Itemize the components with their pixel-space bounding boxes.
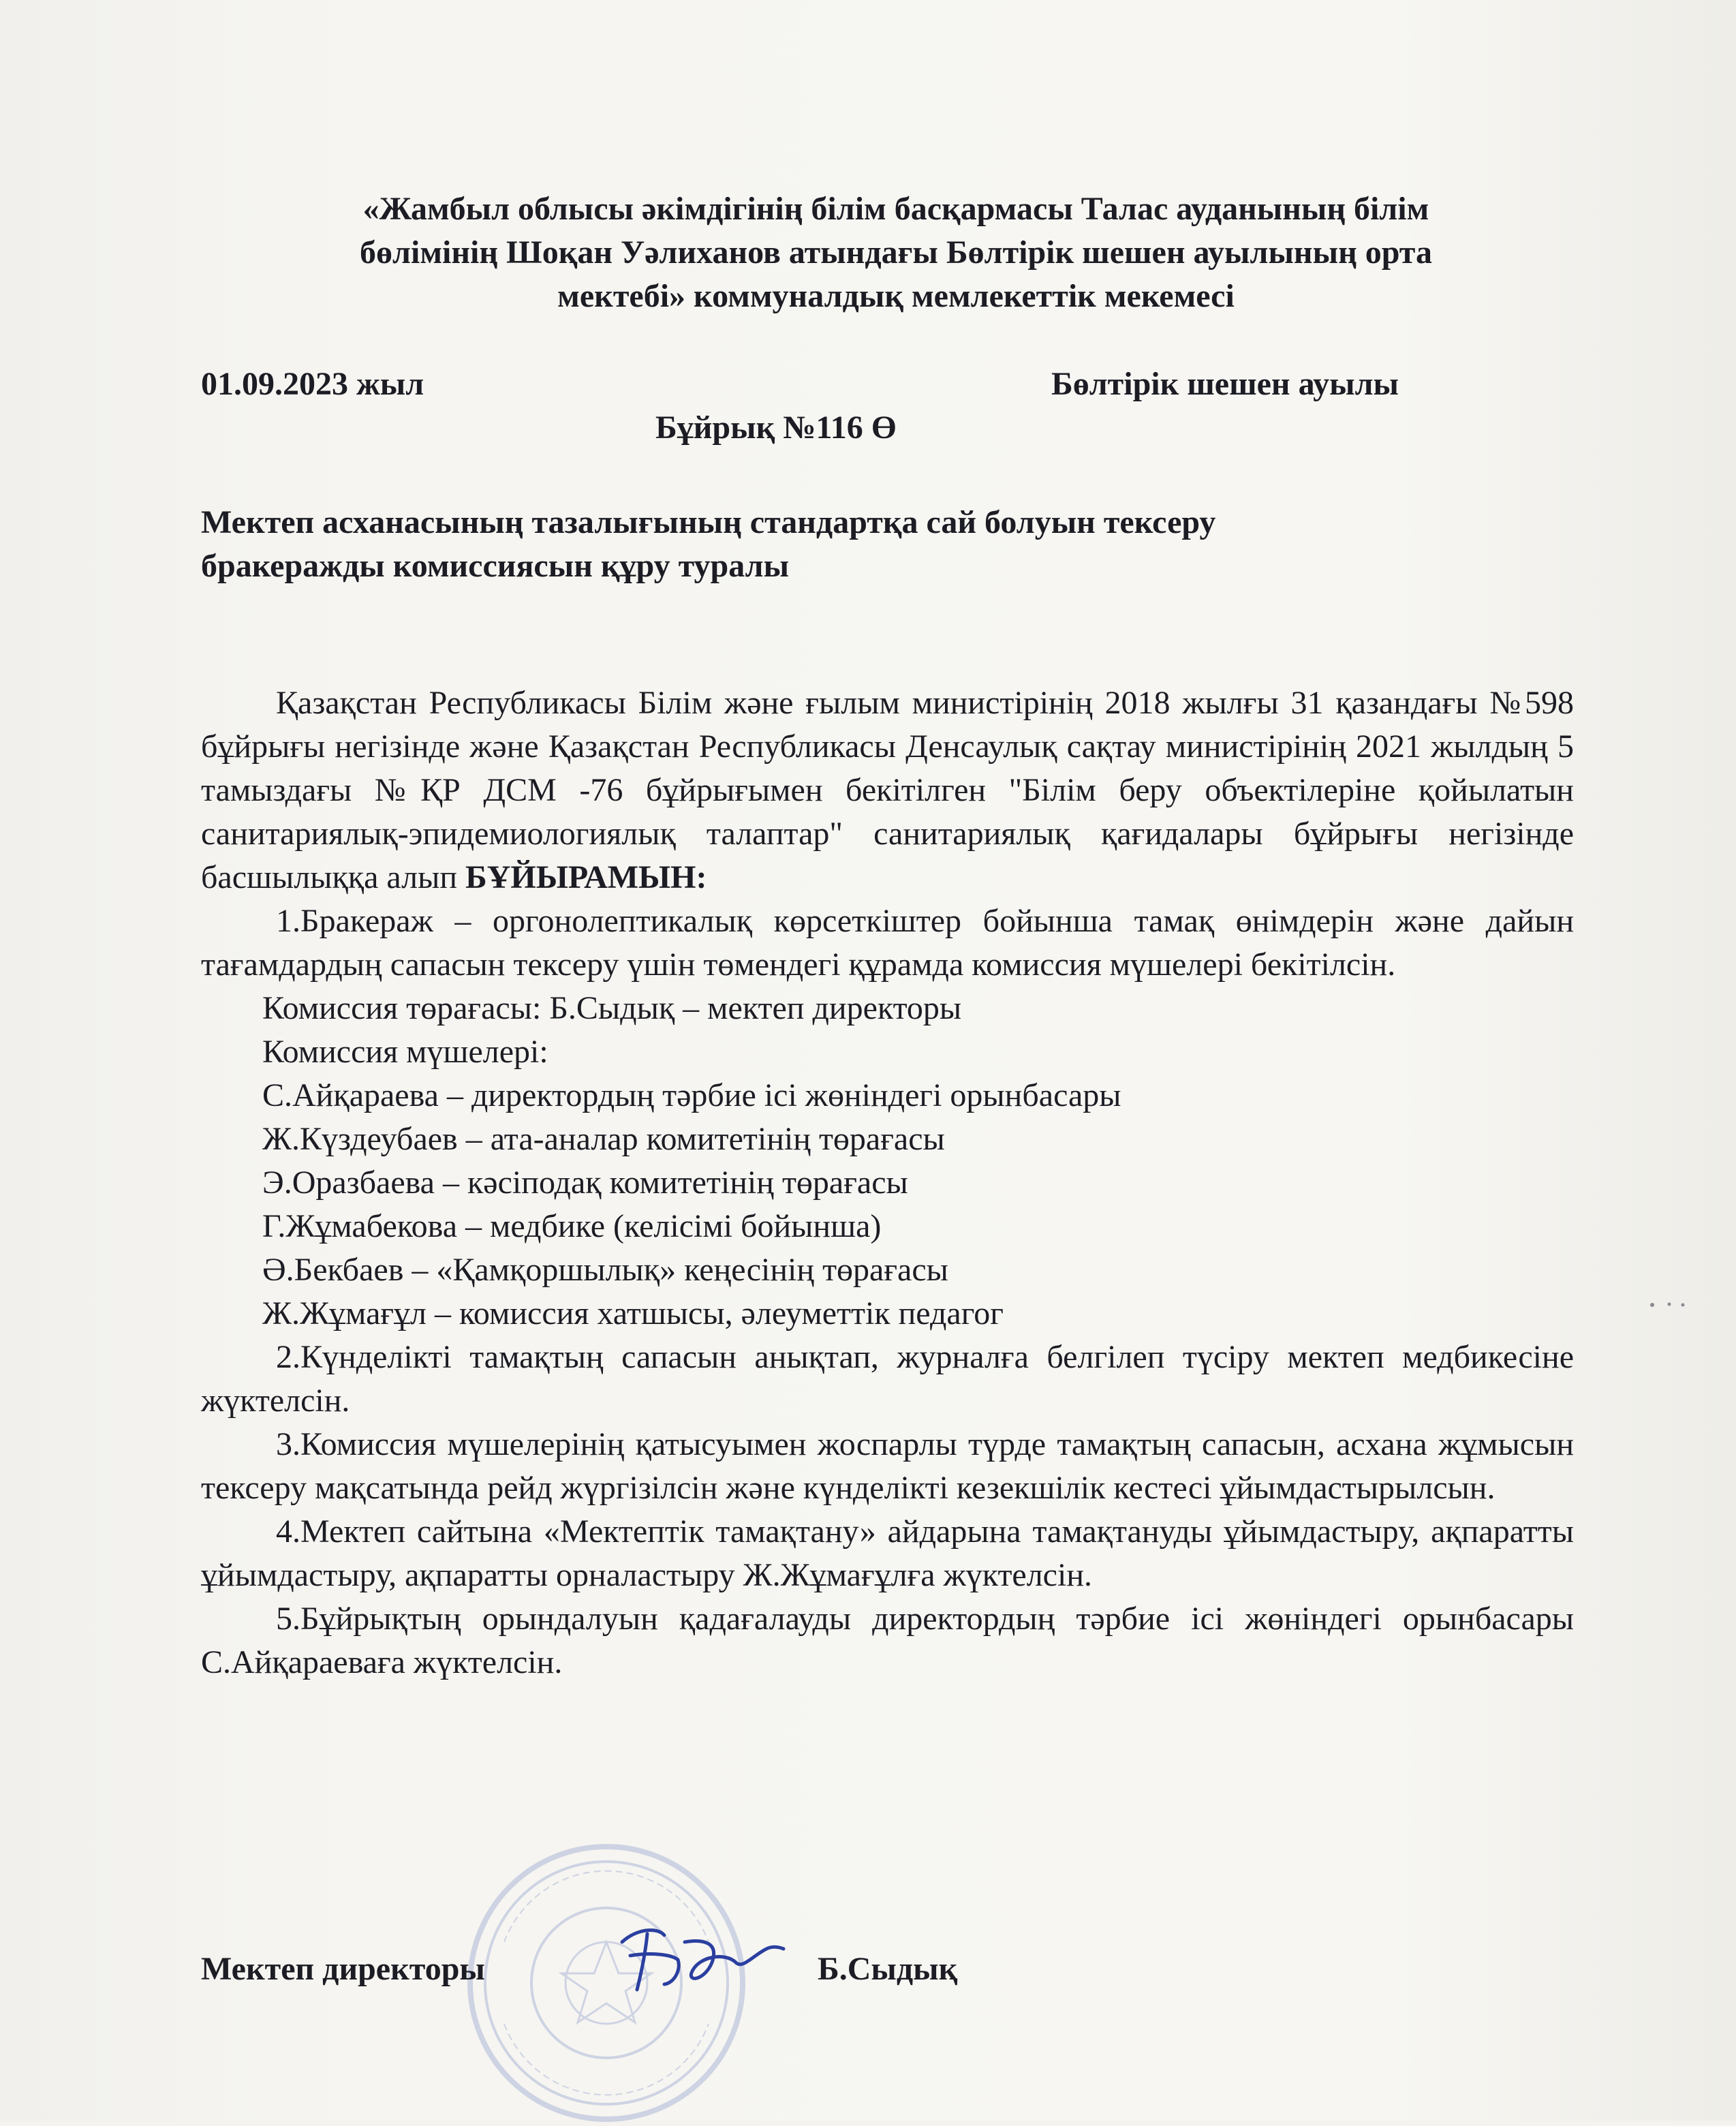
header-line-2: бөлімінің Шоқан Уәлиханов атындағы Бөлтірік шешен ауылының орта xyxy=(360,234,1432,271)
order-number: Бұйрық №116 Ө xyxy=(655,410,897,446)
member-line: Ж.Жұмағұл – комиссия хатшысы, әлеуметтік педагог xyxy=(262,1295,1004,1331)
item-1: 1.Бракераж – оргонолептикалық көрсеткіштер бойынша тамақ өнімдерін және дайын тағамдардың сапасын тексеру үшін төмендегі құрамда комиссия мүшелері бекітілсін. xyxy=(201,903,1574,983)
preamble-text: Қазақстан Республикасы Білім және ғылым министірінің 2018 жылғы 31 қазандағы №598 бұйрығы негізінде және Қазақстан Республикасы Денсаулық сақтау министірінің 2021 жылдың 5 тамыздағы №ҚР ДСМ -76 бұйрығымен бекітілген "Білім беру объектілеріне қойылатын санитариялық-эпидемиологиялық талаптар" санитариялық қағидалары бұйрығы негізінде басшылыққа алып xyxy=(201,685,1574,895)
member-line: Ж.Күздеубаев – ата-аналар комитетінің төрағасы xyxy=(262,1121,945,1157)
title-line-1: Мектеп асханасының тазалығының стандартқа сай болуын тексеру xyxy=(201,504,1216,540)
item-2: 2.Күнделікті тамақтың сапасын анықтап, журналға белгілеп түсіру мектеп медбикесіне жүктелсін. xyxy=(201,1339,1574,1419)
chairman-line: Комиссия төрағасы: Б.Сыдық – мектеп директоры xyxy=(262,990,962,1026)
organization-header xyxy=(198,187,1594,318)
member-line: С.Айқараева – директордың тәрбие ісі жөніндегі орынбасары xyxy=(262,1077,1121,1113)
header-line-3: мектебі» коммуналдық мемлекеттік мекемесі xyxy=(557,278,1235,314)
order-date: 01.09.2023 жыл xyxy=(201,366,424,402)
members-label: Комиссия мүшелері: xyxy=(262,1034,548,1070)
handwritten-signature xyxy=(610,1915,787,2003)
signatory-name: Б.Сыдық xyxy=(818,1951,958,1987)
order-body xyxy=(201,681,1574,1684)
order-place: Бөлтірік шешен ауылы xyxy=(1051,366,1399,402)
signature-block xyxy=(201,1942,1427,2010)
member-line: Э.Оразбаева – кәсіподақ комитетінің төрағасы xyxy=(262,1165,908,1201)
signatory-position: Мектеп директоры xyxy=(201,1951,485,1987)
member-line: Г.Жұмабекова – медбике (келісімі бойынша) xyxy=(262,1208,882,1244)
order-title xyxy=(201,501,1495,588)
order-word: БҰЙЫРАМЫН: xyxy=(465,859,707,895)
header-line-1: «Жамбыл облысы әкімдігінің білім басқармасы Талас ауданының білім xyxy=(362,191,1429,227)
item-5: 5.Бұйрықтың орындалуын қадағалауды директордың тәрбие ісі жөніндегі орынбасары С.Айқараеваға жүктелсін. xyxy=(201,1601,1574,1680)
member-line: Ә.Бекбаев – «Қамқоршылық» кеңесінің төрағасы xyxy=(262,1252,948,1288)
title-line-2: бракеражды комиссиясын құру туралы xyxy=(201,548,790,584)
paper-specks xyxy=(1645,1298,1693,1312)
item-3: 3.Комиссия мүшелерінің қатысуымен жоспарлы түрде тамақтың сапасын, асхана жұмысын тексеру мақсатында рейд жүргізілсін және күнделікті кезекшілік кестесі ұйымдастырылсын. xyxy=(201,1426,1574,1506)
preamble-paragraph xyxy=(201,681,1574,899)
item-4: 4.Мектеп сайтына «Мектептік тамақтану» айдарына тамақтануды ұйымдастыру, ақпаратты ұйымдастыру, ақпаратты орналастыру Ж.Жұмағұлға жүктелсін. xyxy=(201,1513,1574,1593)
